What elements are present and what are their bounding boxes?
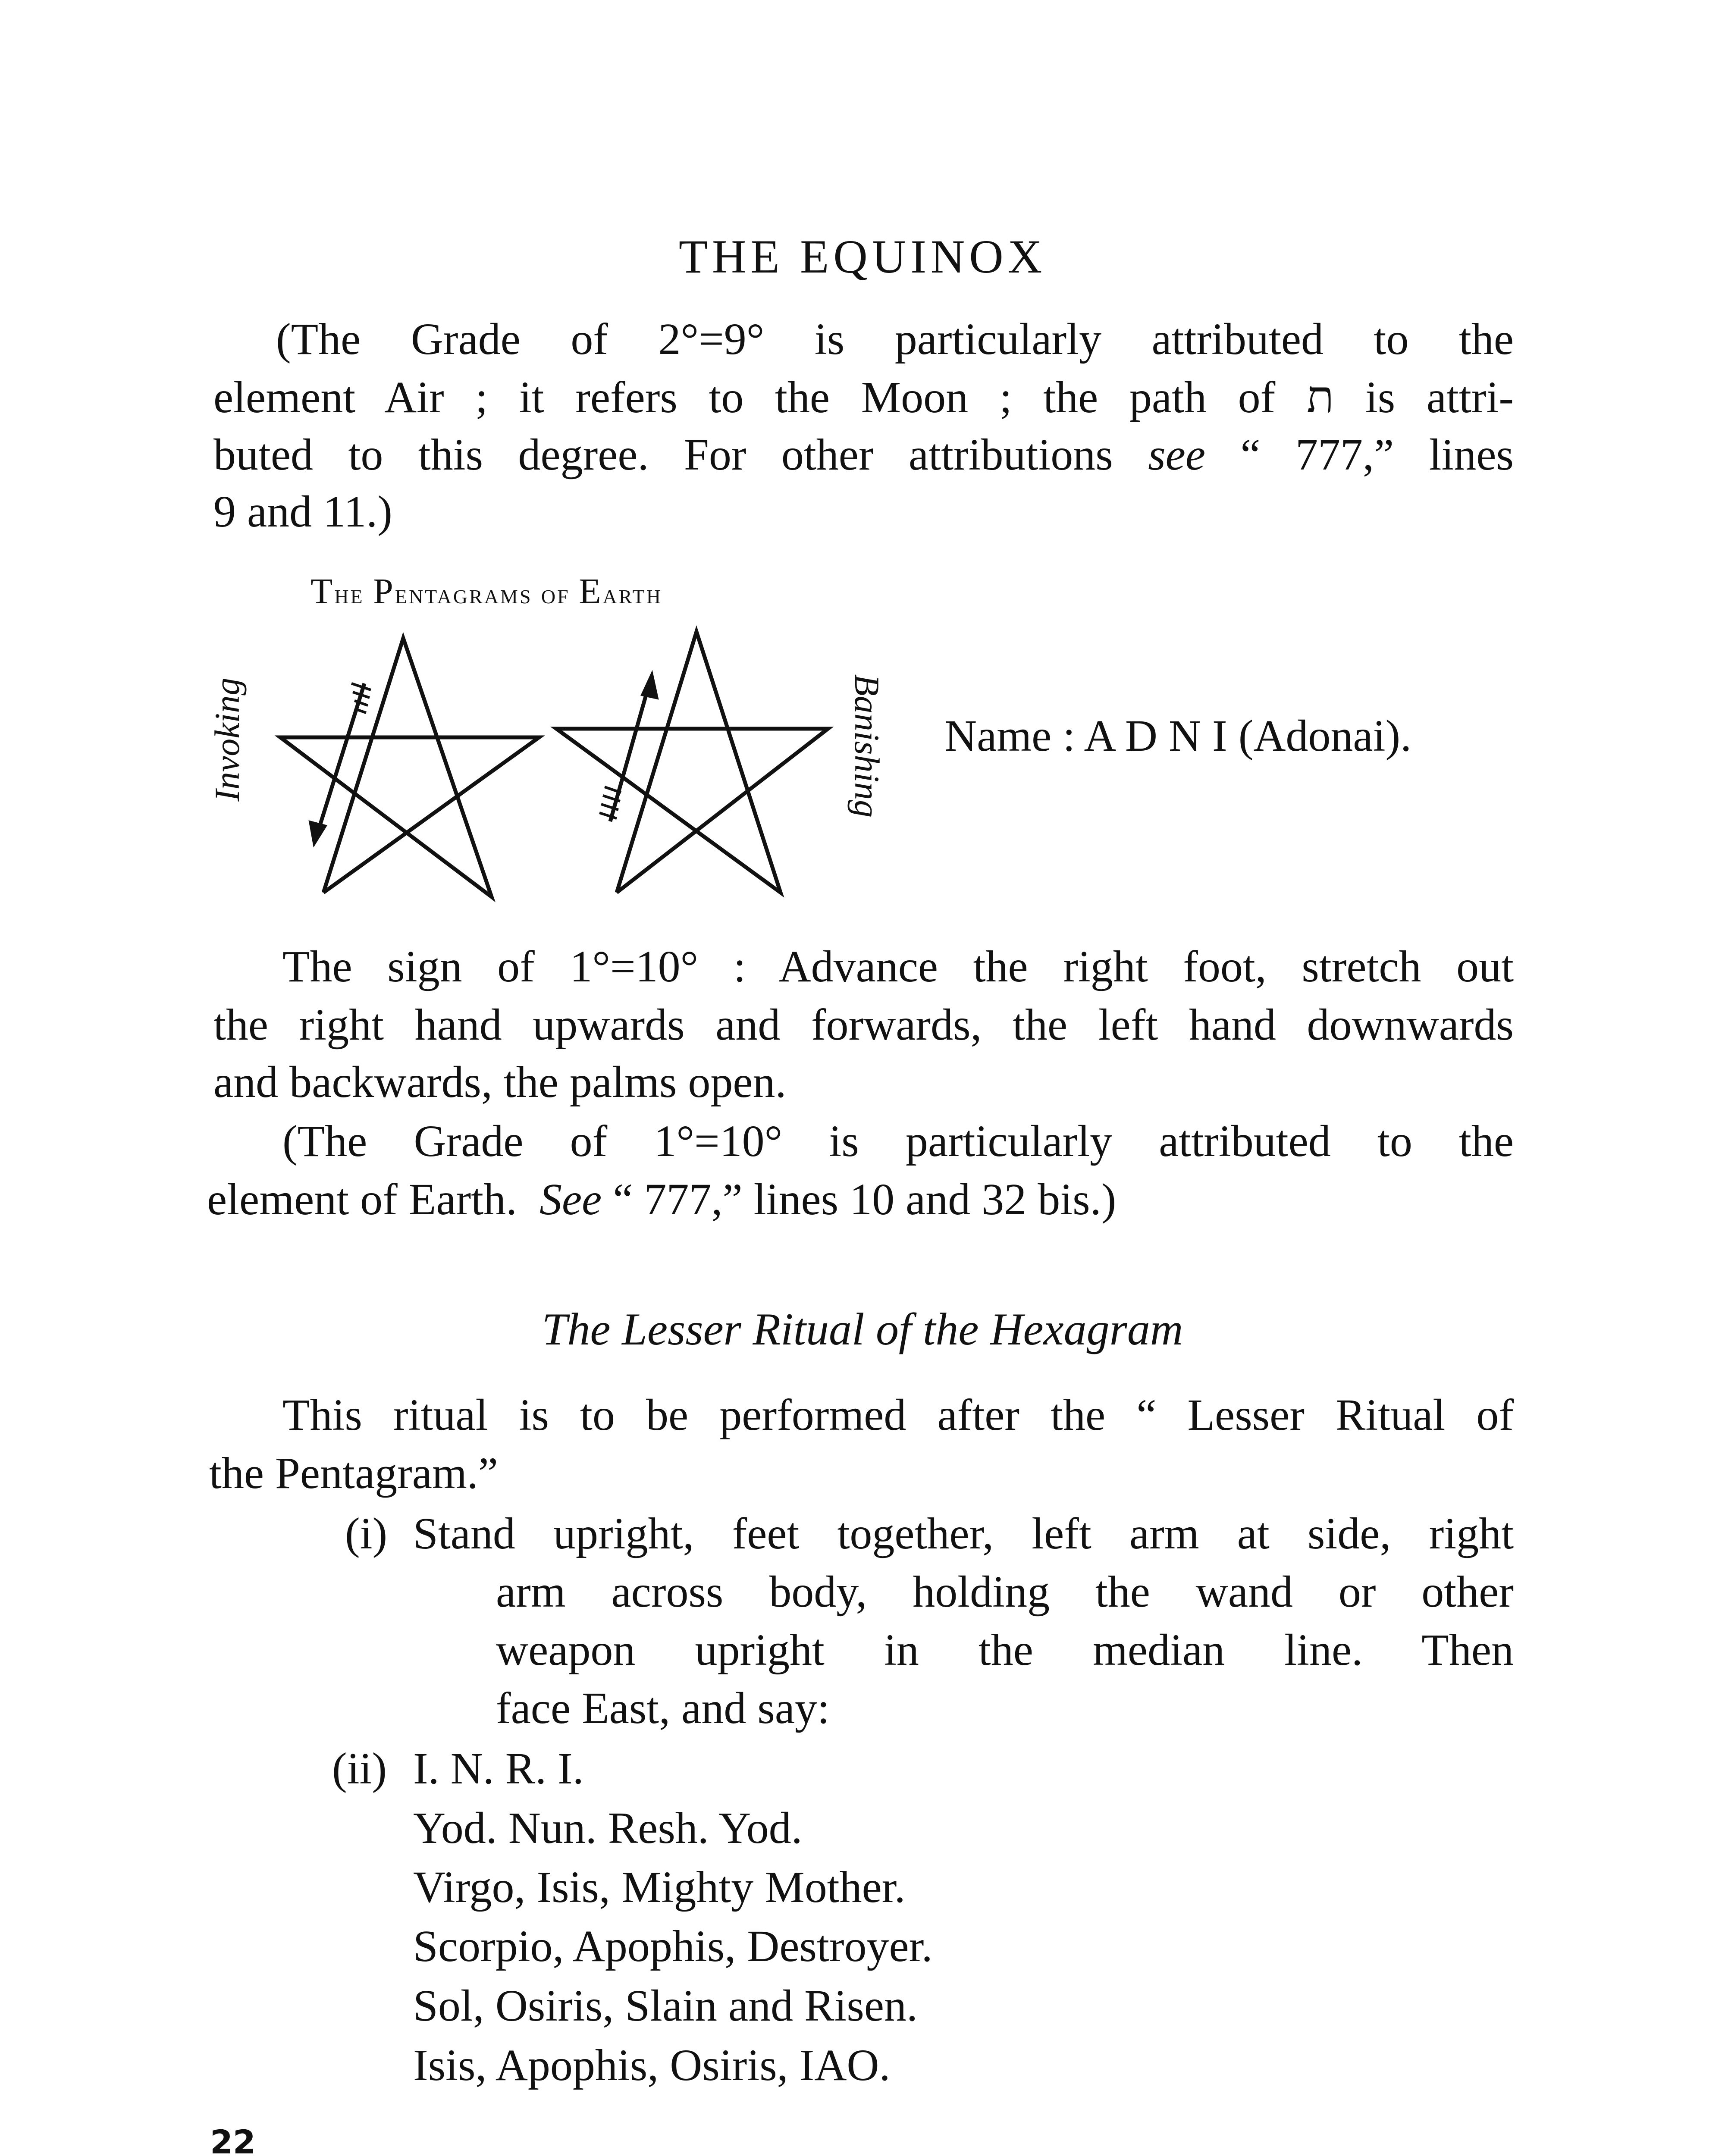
para1-line3-b: “ 777,” lines [1240, 430, 1514, 479]
banishing-pentagram [556, 632, 828, 893]
item-ii-line3: Virgo, Isis, Mighty Mother. [413, 1862, 906, 1912]
running-head: THE EQUINOX [678, 230, 1047, 283]
item-i-marker: (i) [345, 1509, 388, 1558]
item-ii-line1: I. N. R. I. [413, 1744, 584, 1793]
caption-he: he [334, 578, 373, 610]
item-ii-line6: Isis, Apophis, Osiris, IAO. [413, 2040, 891, 2090]
item-ii-line5: Sol, Osiris, Slain and Risen. [413, 1981, 918, 2031]
caption-entagrams-of: entagrams of [395, 578, 579, 610]
invoking-label: Invoking [207, 677, 247, 802]
para1-line3-see: see [1148, 430, 1205, 479]
para1-line1: (The Grade of 2°=9° is particularly attributed to the [276, 314, 1514, 364]
page-number: 22 [210, 2123, 256, 2156]
para2-line1: The sign of 1°=10° : Advance the right foot, stretch out [282, 942, 1514, 991]
invoking-arrow-shaft [319, 683, 364, 828]
item-ii-line4: Scorpio, Apophis, Destroyer. [413, 1921, 933, 1971]
para3-line2-see: See [539, 1175, 602, 1224]
item-i-line4: face East, and say: [496, 1683, 830, 1733]
para3-line1: (The Grade of 1°=10° is particularly attributed to the [282, 1116, 1514, 1166]
para2-line2: the right hand upwards and forwards, the left hand downwards [213, 1000, 1514, 1050]
caption-e: E [579, 571, 603, 611]
caption-t: T [310, 571, 335, 611]
caption-arth: arth [602, 578, 663, 610]
para3-line2-b: “ 777,” lines 10 and 32 bis.) [613, 1175, 1117, 1224]
item-i-line3: weapon upright in the median line. Then [496, 1625, 1514, 1675]
divine-name: Name : A D N I (Adonai). [944, 711, 1412, 761]
invoking-pentagram [280, 638, 539, 897]
caption-p: P [373, 571, 395, 611]
item-ii-marker: (ii) [332, 1744, 387, 1793]
banishing-label: Banishing [847, 674, 887, 818]
invoking-pentagram-lines [280, 638, 539, 897]
section-heading: The Lesser Ritual of the Hexagram [542, 1304, 1183, 1354]
item-i-line1: Stand upright, feet together, left arm at side, right [413, 1509, 1514, 1558]
para1-line4: 9 and 11.) [213, 487, 392, 536]
banishing-arrow-shaft [610, 692, 647, 821]
invoking-arrowhead [310, 821, 326, 845]
item-ii-line2: Yod. Nun. Resh. Yod. [413, 1803, 803, 1853]
banishing-arrowhead [642, 673, 658, 699]
para1-line3-a: buted to this degree. For other attributions [213, 430, 1113, 479]
para3-line2 [207, 1177, 1116, 1222]
invoking-fletching [351, 683, 371, 713]
para1-line2: element Air ; it refers to the Moon ; the path of ת is attri- [213, 373, 1514, 422]
banishing-pentagram-lines [556, 632, 828, 893]
banishing-fletching [599, 787, 621, 818]
para1-line3 [213, 432, 1514, 477]
para4-line1: This ritual is to be performed after the “ Lesser Ritual of [282, 1390, 1514, 1440]
item-i-line2: arm across body, holding the wand or other [496, 1567, 1514, 1617]
para4-line2: the Pentagram.” [209, 1448, 498, 1498]
para2-line3: and backwards, the palms open. [213, 1057, 787, 1107]
para3-line2-a: element of Earth. [207, 1175, 518, 1224]
figure-caption [310, 573, 662, 610]
